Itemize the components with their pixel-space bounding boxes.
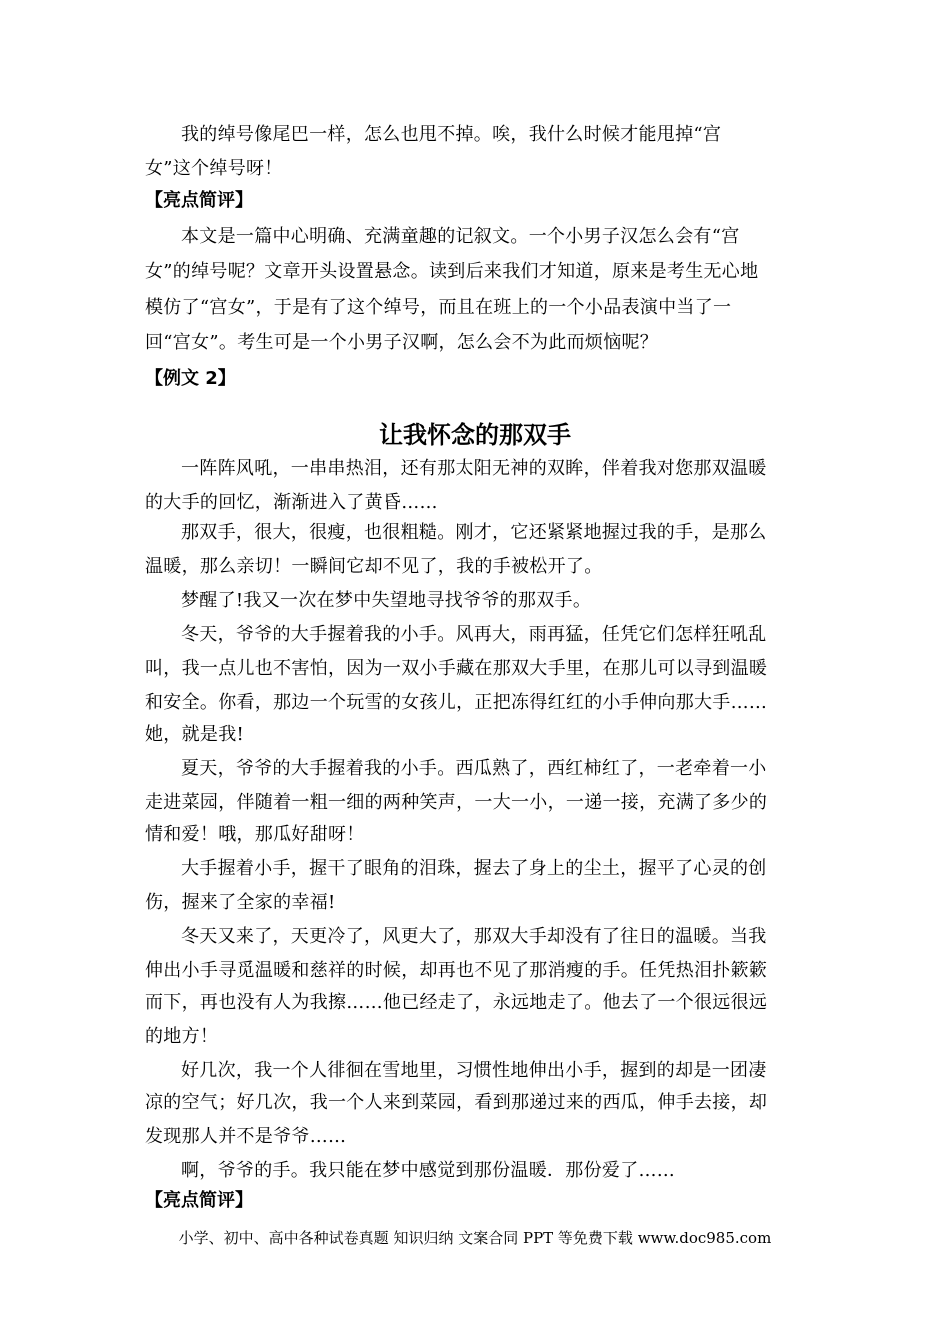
essay-line: 她，就是我! bbox=[145, 724, 245, 745]
essay-line: 凉的空气；好几次，我一个人来到菜园，看到那递过来的西瓜，伸手去接，却 bbox=[145, 1092, 768, 1113]
commentary-line: 女”的绰号呢？文章开头设置悬念。读到后来我们才知道，原来是考生无心地 bbox=[145, 261, 759, 282]
highlight-heading: 【亮点简评】 bbox=[145, 190, 253, 211]
essay-line: 而下，再也没有人为我擦……他已经走了，永远地走了。他去了一个很远很远 bbox=[145, 992, 768, 1013]
essay-line: 夏天，爷爷的大手握着我的小手。西瓜熟了，西红柿红了，一老牵着一小 bbox=[181, 758, 767, 779]
highlight-heading: 【亮点简评】 bbox=[145, 1190, 253, 1211]
essay-line: 大手握着小手，握干了眼角的泪珠，握去了身上的尘土，握平了心灵的创 bbox=[181, 858, 767, 879]
essay-line: 那双手，很大，很瘦，也很粗糙。刚才，它还紧紧地握过我的手，是那么 bbox=[181, 522, 767, 543]
example-heading: 【例文 2】 bbox=[145, 368, 236, 389]
essay-line: 走进菜园，伴随着一粗一细的两种笑声，一大一小，一递一接，充满了多少的 bbox=[145, 792, 768, 813]
essay-line: 叫，我一点儿也不害怕，因为一双小手藏在那双大手里，在那儿可以寻到温暖 bbox=[145, 658, 768, 679]
essay-line: 伸出小手寻觅温暖和慈祥的时候，却再也不见了那消瘦的手。任凭热泪扑簌簌 bbox=[145, 960, 768, 981]
essay-line: 伤，握来了全家的幸福! bbox=[145, 892, 336, 913]
essay-line: 冬天又来了，天更冷了，风更大了，那双大手却没有了往日的温暖。当我 bbox=[181, 926, 767, 947]
essay-line: 冬天，爷爷的大手握着我的小手。风再大，雨再猛，任凭它们怎样狂吼乱 bbox=[181, 624, 767, 645]
essay-line: 的大手的回忆，渐渐进入了黄昏…… bbox=[145, 492, 438, 513]
essay-line: 啊，爷爷的手。我只能在梦中感觉到那份温暖．那份爱了…… bbox=[181, 1160, 676, 1181]
essay-title: 让我怀念的那双手 bbox=[379, 421, 571, 449]
commentary-line: 模仿了“宫女”，于是有了这个绰号，而且在班上的一个小品表演中当了一 bbox=[145, 297, 732, 318]
commentary-line: 回“宫女”。考生可是一个小男子汉啊，怎么会不为此而烦恼呢？ bbox=[145, 332, 659, 353]
essay-line: 好几次，我一个人徘徊在雪地里，习惯性地伸出小手，握到的却是一团凄 bbox=[181, 1060, 767, 1081]
essay-line: 梦醒了!我又一次在梦中失望地寻找爷爷的那双手。 bbox=[181, 590, 592, 611]
page-footer: 小学、初中、高中各种试卷真题 知识归纳 文案合同 PPT 等免费下载 www.doc985.com bbox=[178, 1229, 772, 1247]
commentary-line: 本文是一篇中心明确、充满童趣的记叙文。一个小男子汉怎么会有“宫 bbox=[181, 226, 740, 247]
essay-line: 情和爱！哦，那瓜好甜呀！ bbox=[145, 824, 365, 845]
essay-line: 和安全。你看，那边一个玩雪的女孩儿，正把冻得红红的小手伸向那大手…… bbox=[145, 692, 768, 713]
essay-line: 一阵阵风吼，一串串热泪，还有那太阳无神的双眸，伴着我对您那双温暖 bbox=[181, 458, 767, 479]
paragraph-line: 我的绰号像尾巴一样，怎么也甩不掉。唉，我什么时候才能甩掉“宫 bbox=[181, 124, 722, 145]
paragraph-line: 女”这个绰号呀！ bbox=[145, 158, 283, 179]
essay-line: 发现那人并不是爷爷…… bbox=[145, 1126, 347, 1147]
essay-line: 温暖，那么亲切！一瞬间它却不见了，我的手被松开了。 bbox=[145, 556, 603, 577]
essay-line: 的地方！ bbox=[145, 1026, 219, 1047]
